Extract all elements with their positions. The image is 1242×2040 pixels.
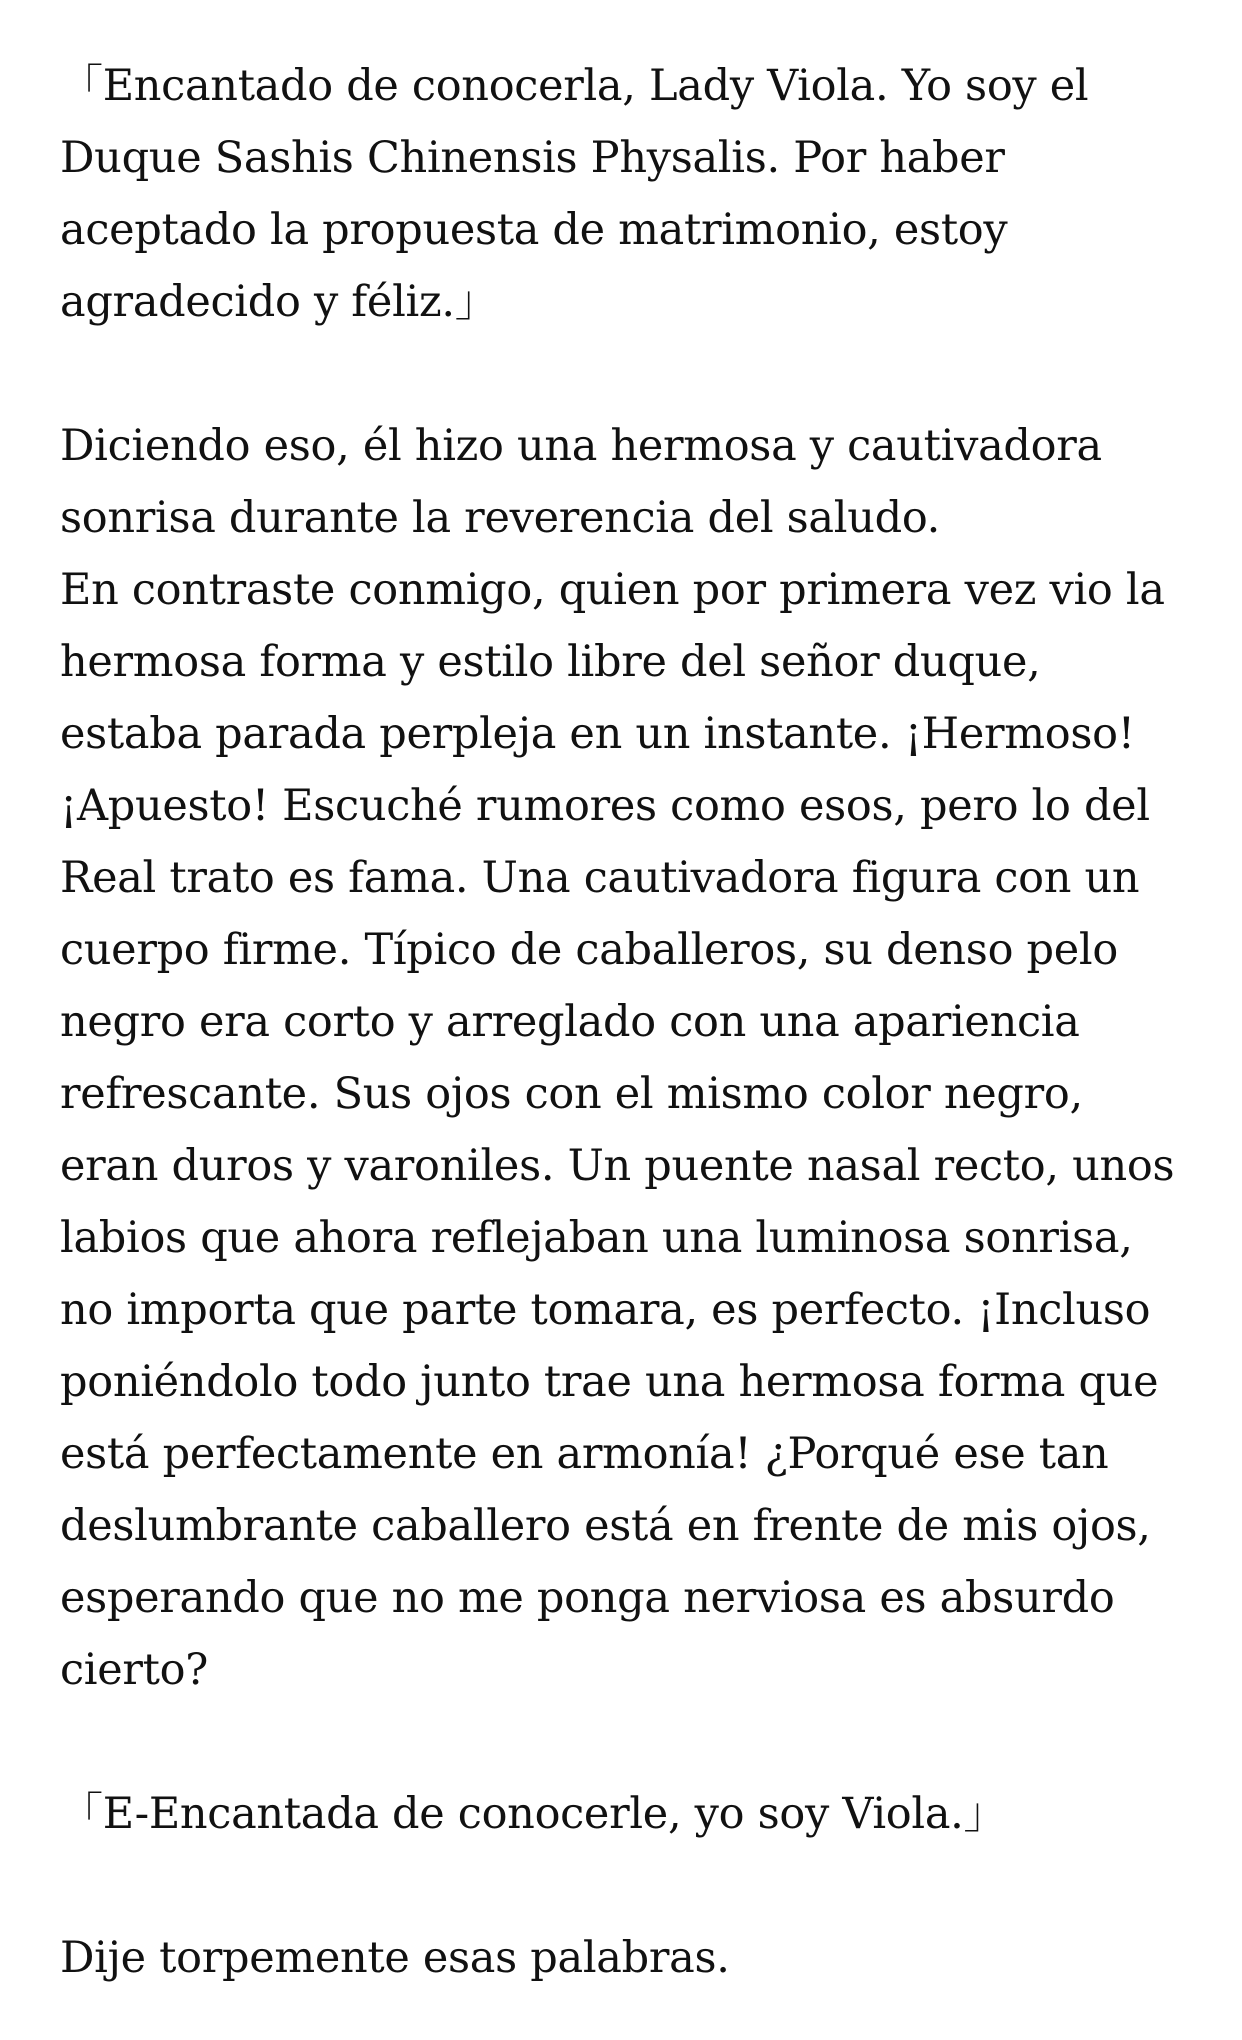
dialogue-paragraph-duke: 「Encantado de conocerla, Lady Viola. Yo soy el Duque Sashis Chinensis Physalis. Por haber aceptado la propuesta de matrimonio, estoy agradecido y féliz.」 (60, 61, 1089, 327)
story-text (60, 50, 1190, 1994)
narration-paragraph-description: Diciendo eso, él hizo una hermosa y cautivadora sonrisa durante la reverencia del saludo. En contraste conmigo, quien por primera vez vio la hermosa forma y estilo libre del señor duque, estaba parada perpleja en un instante. ¡Hermoso! ¡Apuesto! Escuché rumores como esos, pero lo del Real trato es fama. Una cautivadora figura con un cuerpo firme. Típico de caballeros, su denso pelo negro era corto y arreglado con una apariencia refrescante. Sus ojos con el mismo color negro, eran duros y varoniles. Un puente nasal recto, unos labios que ahora reflejaban una luminosa sonrisa, no importa que parte tomara, es perfecto. ¡Incluso poniéndolo todo junto trae una hermosa forma que está perfectamente en armonía! ¿Porqué ese tan deslumbrante caballero está en frente de mis ojos, esperando que no me ponga nerviosa es absurdo cierto? (60, 421, 1175, 1695)
dialogue-paragraph-viola: 「E-Encantada de conocerle, yo soy Viola.」 (60, 1789, 1007, 1839)
narration-paragraph-closing: Dije torpemente esas palabras. (60, 1933, 730, 1983)
